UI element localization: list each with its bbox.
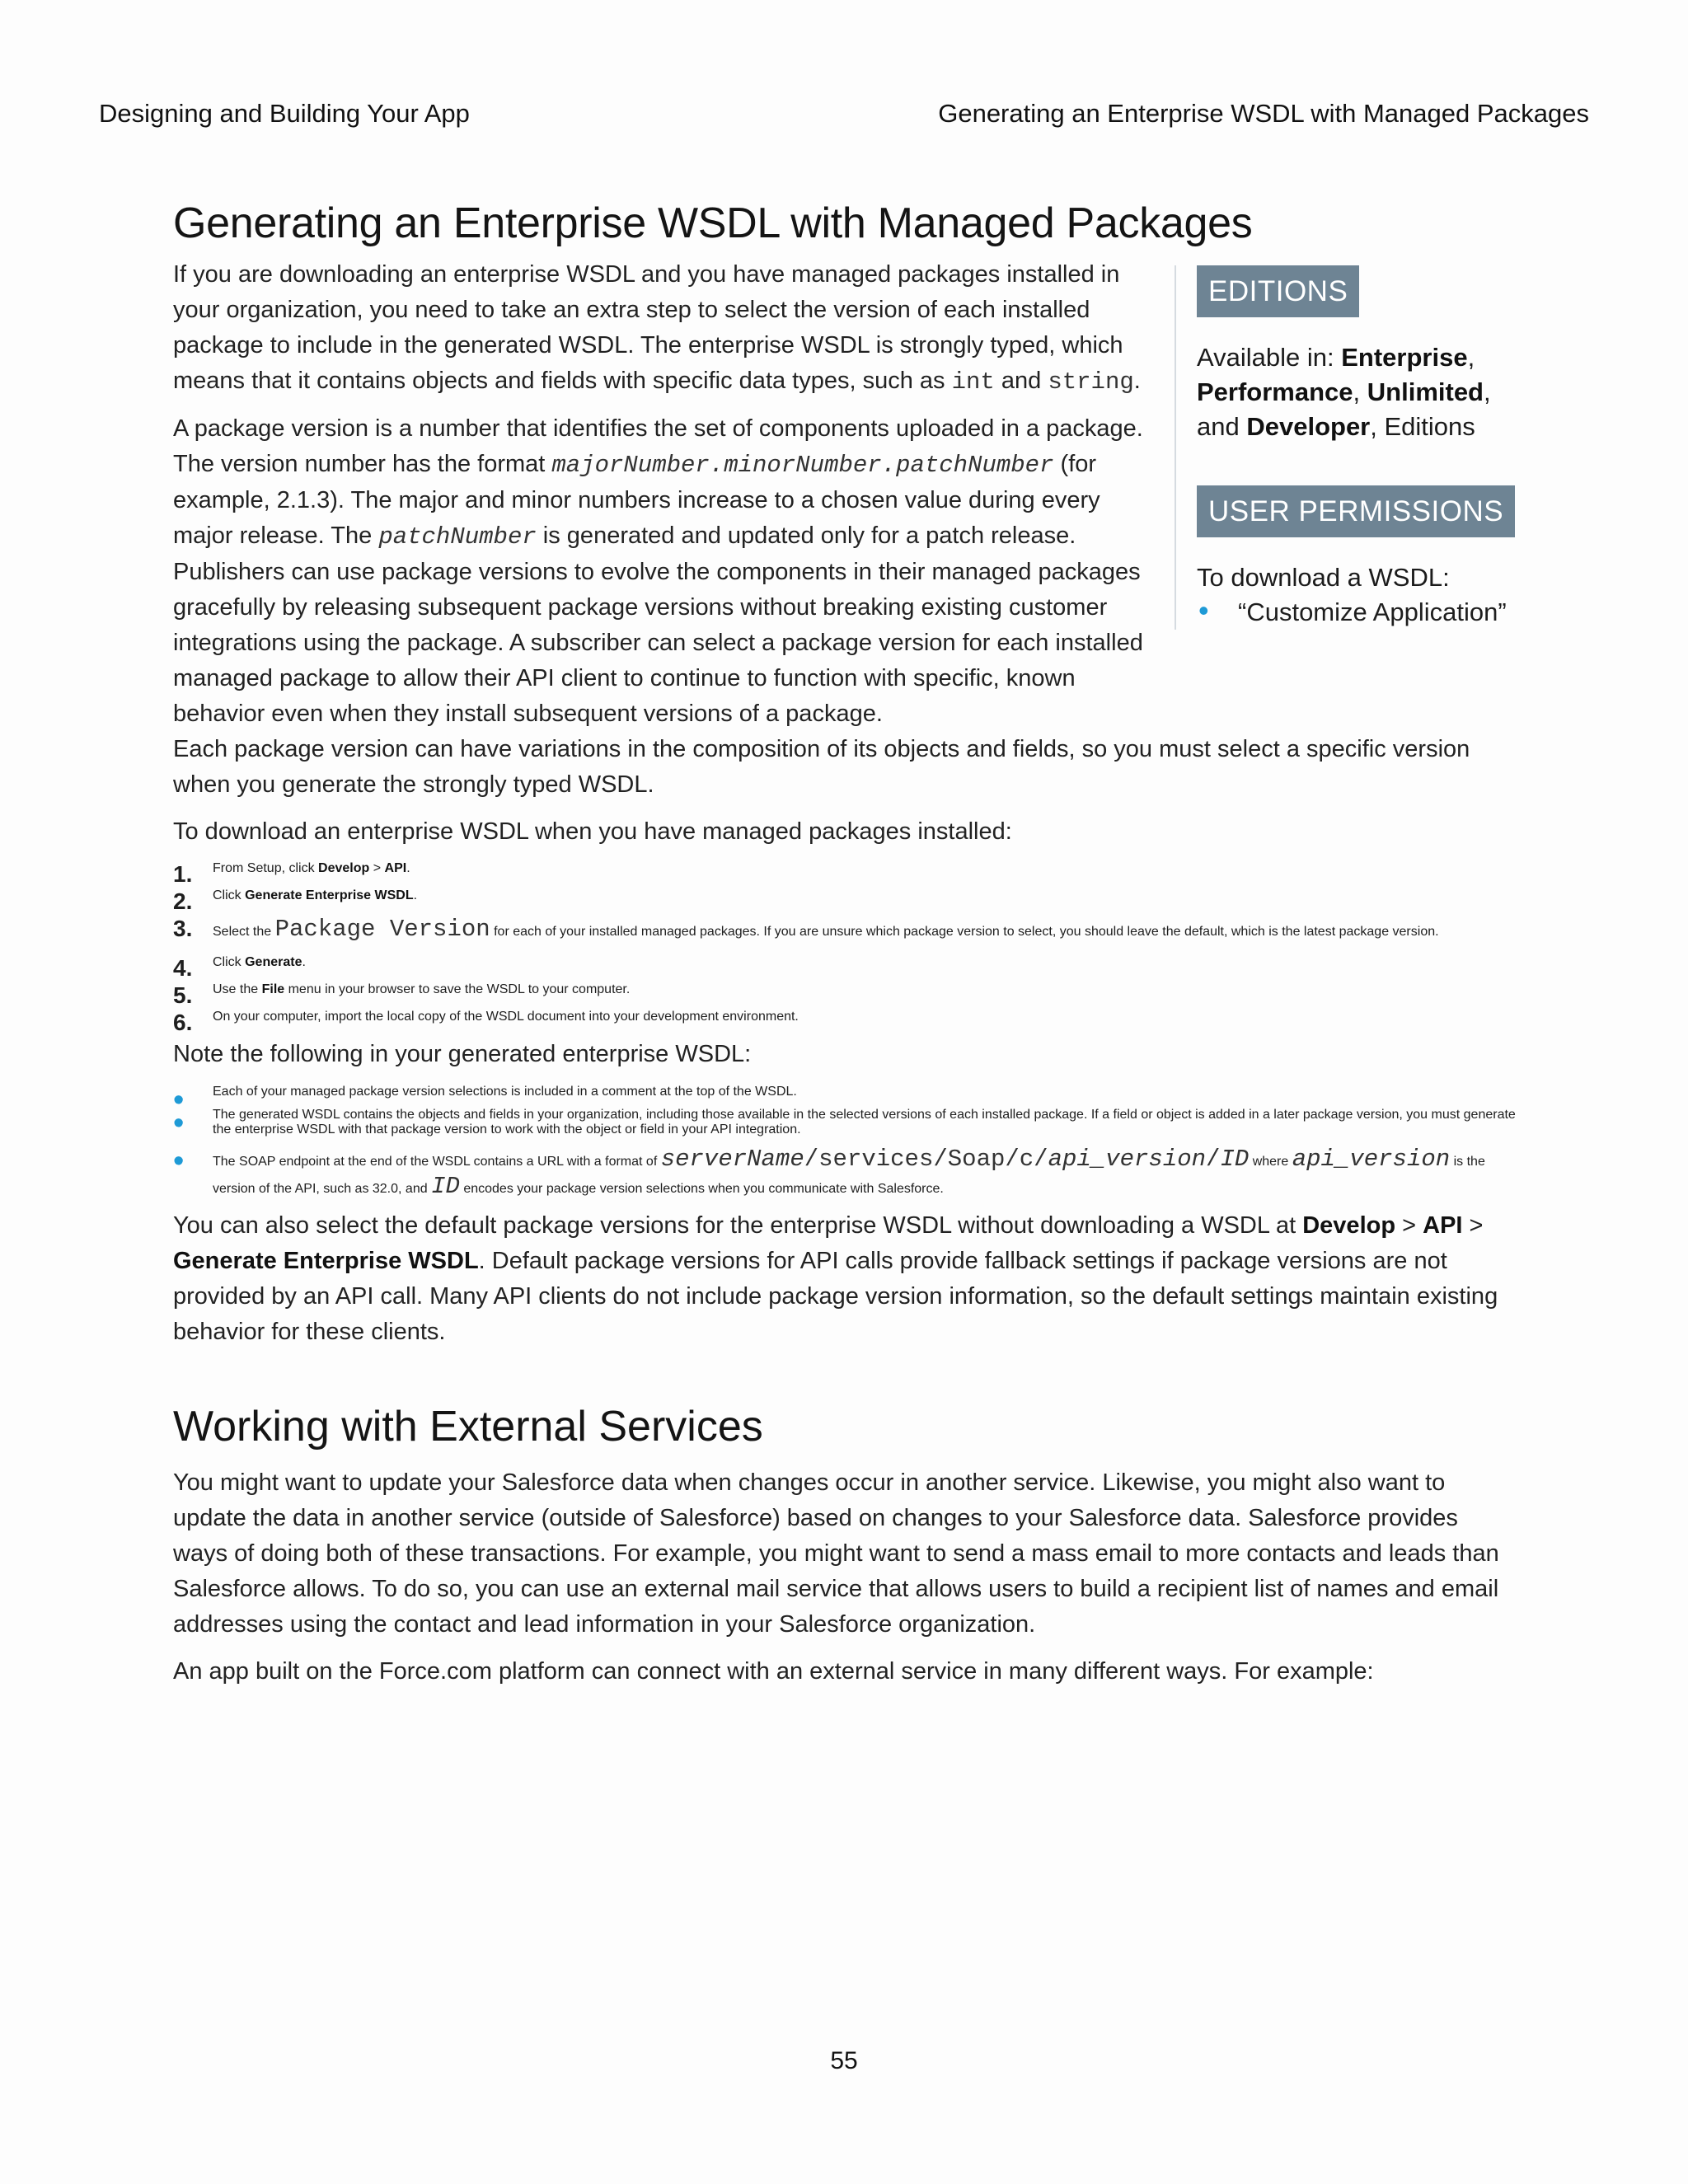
external-services-paragraph: You might want to update your Salesforce data when changes occur in another service. Likewise, you might also want to update the data in another service (outside of Salesforce) based on changes to your Salesforce data. Salesforce provides ways of doing both of these transactions. For example, you might want to send a mass email to more contacts and leads than Salesforce allows. To do so, you can use an external mail service that allows users to build a recipient list of names and email addresses using the contact and lead information in your Salesforce organization. (173, 1469, 1499, 1638)
edition-developer: Developer (1246, 412, 1371, 441)
intro-paragraph (173, 257, 1154, 400)
ui-label-develop: Develop (318, 861, 370, 875)
ui-label-api: API (384, 861, 407, 875)
code-server-name: serverName (660, 1146, 804, 1173)
code-api-version: api_version (1048, 1146, 1207, 1173)
step-item (173, 861, 1517, 887)
text-run: for each of your installed managed packages. If you are unsure which package version to select, you should leave the default, which is the latest package version. (490, 925, 1439, 939)
edition-sep: , and (1197, 377, 1491, 441)
notes-list (173, 1085, 1517, 1200)
note-item: • Each of your managed package version selections is included in a comment at the top of the WSDL. (173, 1085, 1517, 1099)
text-run: (for example, 2.1.3). The major and minor numbers increase to a chosen value during every major release. The (173, 451, 1100, 549)
text-run: is generated and updated only for a patch release. Publishers can use package versions to evolve the components in their managed packages gracefully by releasing subsequent package versions without breaking existing customer integrations using the package. A subscriber can select a package version for each installed managed package to allow their API client to continue to function with specific, known behavior even when they install subsequent versions of a package. (173, 523, 1143, 727)
code-slash: / (1206, 1146, 1221, 1173)
text-run: . (1133, 368, 1141, 394)
external-services-example-intro: An app built on the Force.com platform can connect with an external service in many different ways. For example: (173, 1658, 1374, 1685)
step-item (173, 916, 1517, 943)
steps-list (173, 861, 1517, 1035)
text-run: > (1462, 1212, 1484, 1239)
text-run: Click (213, 888, 246, 902)
text-run: A package version is a number that identifies the set of components uploaded in a package. The version number has the format (173, 415, 1143, 477)
package-version-paragraph (173, 411, 1154, 732)
text-run: Click (213, 955, 246, 969)
user-permissions-tag: USER PERMISSIONS (1197, 485, 1515, 537)
text-run: Use the (213, 982, 262, 996)
code-id: ID (1220, 1146, 1250, 1173)
text-run: encodes your package version selections when you communicate with Salesforce. (459, 1182, 944, 1196)
code-patch-number: patchNumber (378, 523, 537, 551)
text-run: If you are downloading an enterprise WSDL and you have managed packages installed in your organization, you need to take an extra step to select the version of each installed package to include in the generated WSDL. The enterprise WSDL is strongly typed, which means that it contains objects and fields with specific data types, such as (173, 261, 1123, 394)
code-api-version: api_version (1292, 1146, 1451, 1173)
text-run: > (1395, 1212, 1423, 1239)
step-number: 1. (173, 861, 193, 887)
running-header-left: Designing and Building Your App (99, 99, 470, 128)
step-item (173, 1010, 1517, 1035)
ui-label-generate-wsdl: Generate Enterprise WSDL (245, 888, 414, 902)
step-item (173, 955, 1517, 981)
text-run: menu in your browser to save the WSDL to your computer. (284, 982, 631, 996)
ui-label-file: File (261, 982, 285, 996)
step-item (173, 888, 1517, 914)
code-id: ID (431, 1173, 460, 1200)
section-title-external-services: Working with External Services (173, 1403, 763, 1451)
text-run: The SOAP endpoint at the end of the WSDL contains a URL with a format of (213, 1155, 661, 1169)
step-number: 2. (173, 888, 193, 914)
step-item (173, 982, 1517, 1008)
edition-sep: , (1467, 343, 1475, 372)
package-variation-paragraph: Each package version can have variations in the composition of its objects and fields, so you must select a specific version when you generate the strongly typed WSDL. (173, 736, 1470, 798)
editions-prefix: Available in: (1197, 343, 1342, 372)
code-int: int (951, 368, 995, 396)
edition-performance: Performance (1197, 377, 1353, 406)
ui-label-generate-wsdl: Generate Enterprise WSDL (173, 1248, 479, 1274)
text-run: . (413, 888, 418, 902)
ui-label-generate: Generate (245, 955, 302, 969)
edition-unlimited: Unlimited (1367, 377, 1484, 406)
download-intro: To download an enterprise WSDL when you have managed packages installed: (173, 818, 1012, 845)
permissions-text: To download a WSDL: (1197, 563, 1450, 592)
text-run: is the version of the API, such as 32.0, and (213, 1155, 1485, 1196)
main-content (173, 194, 1517, 1690)
code-version-format: majorNumber.minorNumber.patchNumber (551, 452, 1054, 479)
text-run: From Setup, click (213, 861, 319, 875)
text-run: . Default package versions for API calls provide fallback settings if package versions are not provided by an API call. Many API clients do not include package version information, so the default settings maintain existing behavior for these clients. (173, 1248, 1498, 1345)
note-item (173, 1146, 1517, 1200)
text-run: where (1249, 1155, 1292, 1169)
text-run: . (302, 955, 306, 969)
text-run: and (994, 368, 1048, 394)
editions-suffix: , Editions (1370, 412, 1475, 441)
note-intro: Note the following in your generated enterprise WSDL: (173, 1041, 752, 1067)
editions-tag: EDITIONS (1197, 265, 1359, 317)
default-versions-paragraph (173, 1208, 1517, 1350)
step-number: 6. (173, 1010, 193, 1035)
page-number: 55 (830, 2047, 858, 2074)
edition-enterprise: Enterprise (1341, 343, 1468, 372)
text-run: > (369, 861, 385, 875)
ui-label-api: API (1423, 1212, 1463, 1239)
running-header-right: Generating an Enterprise WSDL with Managed Packages (938, 99, 1589, 128)
step-number: 3. (173, 916, 193, 941)
text-run: Select the (213, 925, 275, 939)
section-title: Generating an Enterprise WSDL with Managed Packages (173, 199, 1253, 247)
step-number: 4. (173, 955, 193, 981)
note-item: • The generated WSDL contains the objects and fields in your organization, including those available in the selected versions of each installed package. If a field or object is added in a later package version, you must generate the enterprise WSDL with that package version to work with the object or field in your API integration. (173, 1108, 1517, 1137)
step-number: 5. (173, 982, 193, 1008)
code-package-version: Package Version (274, 916, 490, 943)
permission-item: • “Customize Application” (1197, 595, 1529, 630)
text-run: . (406, 861, 410, 875)
text-run: You can also select the default package versions for the enterprise WSDL without downloading a WSDL at (173, 1212, 1303, 1239)
text-run: On your computer, import the local copy of the WSDL document into your development environment. (213, 1010, 799, 1024)
code-string: string (1048, 368, 1134, 396)
code-path: /services/Soap/c/ (804, 1146, 1048, 1173)
ui-label-develop: Develop (1302, 1212, 1396, 1239)
edition-sep: , (1353, 377, 1367, 406)
